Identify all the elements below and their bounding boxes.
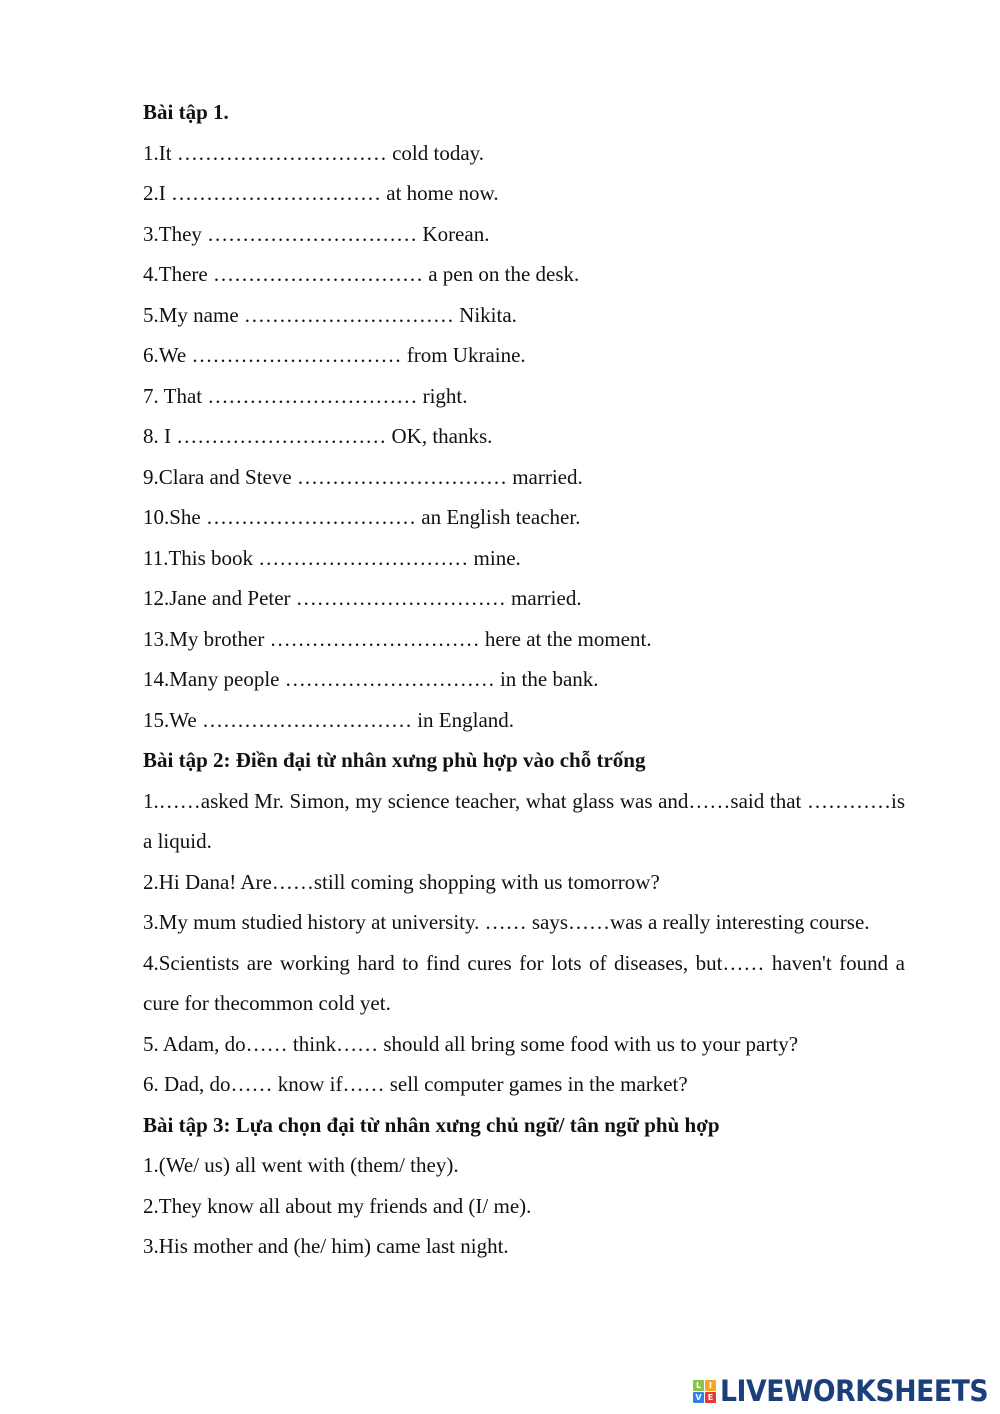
exercise-item: 11.This book ………………………… mine.	[143, 545, 521, 570]
exercise-item: 9.Clara and Steve ………………………… married.	[143, 464, 583, 489]
exercise-1-title: Bài tập 1.	[143, 100, 229, 124]
exercise-item: 5. Adam, do…… think…… should all bring some food with us to your party?	[143, 1031, 799, 1056]
logo-tile: V	[693, 1392, 704, 1403]
exercise-item: 5.My name ………………………… Nikita.	[143, 302, 517, 327]
exercise-item: 15.We ………………………… in England.	[143, 707, 515, 732]
exercise-3-list	[143, 1145, 905, 1267]
exercise-3-title: Bài tập 3: Lựa chọn đại từ nhân xưng chủ ngữ/ tân ngữ phù hợp	[143, 1112, 720, 1137]
exercise-item: 3.His mother and (he/ him) came last night.	[143, 1234, 509, 1258]
exercise-item: 13.My brother ………………………… here at the moment.	[143, 626, 652, 651]
liveworksheets-logo	[693, 1374, 1000, 1408]
exercise-item: 2.They know all about my friends and (I/ me).	[143, 1193, 532, 1218]
exercise-item: 3.They ………………………… Korean.	[143, 221, 490, 246]
logo-text: LIVEWORKSHEETS	[720, 1374, 989, 1408]
logo-tile: L	[693, 1380, 704, 1391]
exercise-item: 2.I ………………………… at home now.	[143, 181, 499, 205]
exercise-item: 7. That ………………………… right.	[143, 383, 468, 408]
exercise-item: 4.There ………………………… a pen on the desk.	[143, 262, 580, 286]
exercise-item: 1.It ………………………… cold today.	[143, 140, 485, 165]
exercise-item: 2.Hi Dana! Are……still coming shopping with us tomorrow?	[143, 869, 660, 894]
exercise-item: 4.Scientists are working hard to find cures for lots of diseases, but…… haven't found a cure for thecommon cold yet.	[143, 950, 905, 1015]
exercise-2-title: Bài tập 2: Điền đại từ nhân xưng phù hợp vào chỗ trống	[143, 748, 646, 772]
exercise-item: 1.(We/ us) all went with (them/ they).	[143, 1153, 459, 1177]
logo-tiles-icon	[693, 1380, 716, 1403]
exercise-item: 1.……asked Mr. Simon, my science teacher, what glass was and……said that …………is a liquid.	[143, 788, 905, 853]
exercise-2-list	[143, 781, 905, 1105]
exercise-item: 10.She ………………………… an English teacher.	[143, 505, 581, 529]
exercise-item: 8. I ………………………… OK, thanks.	[143, 424, 493, 448]
exercise-item: 6.We ………………………… from Ukraine.	[143, 343, 526, 367]
logo-tile: E	[705, 1392, 716, 1403]
logo-tile: I	[705, 1380, 716, 1391]
exercise-item: 12.Jane and Peter ………………………… married.	[143, 586, 582, 610]
exercise-item: 3.My mum studied history at university. …… says……was a really interesting course.	[143, 910, 870, 934]
worksheet	[143, 92, 905, 1267]
exercise-item: 6. Dad, do…… know if…… sell computer games in the market?	[143, 1072, 688, 1096]
exercise-item: 14.Many people ………………………… in the bank.	[143, 667, 599, 691]
exercise-1-list	[143, 133, 905, 741]
